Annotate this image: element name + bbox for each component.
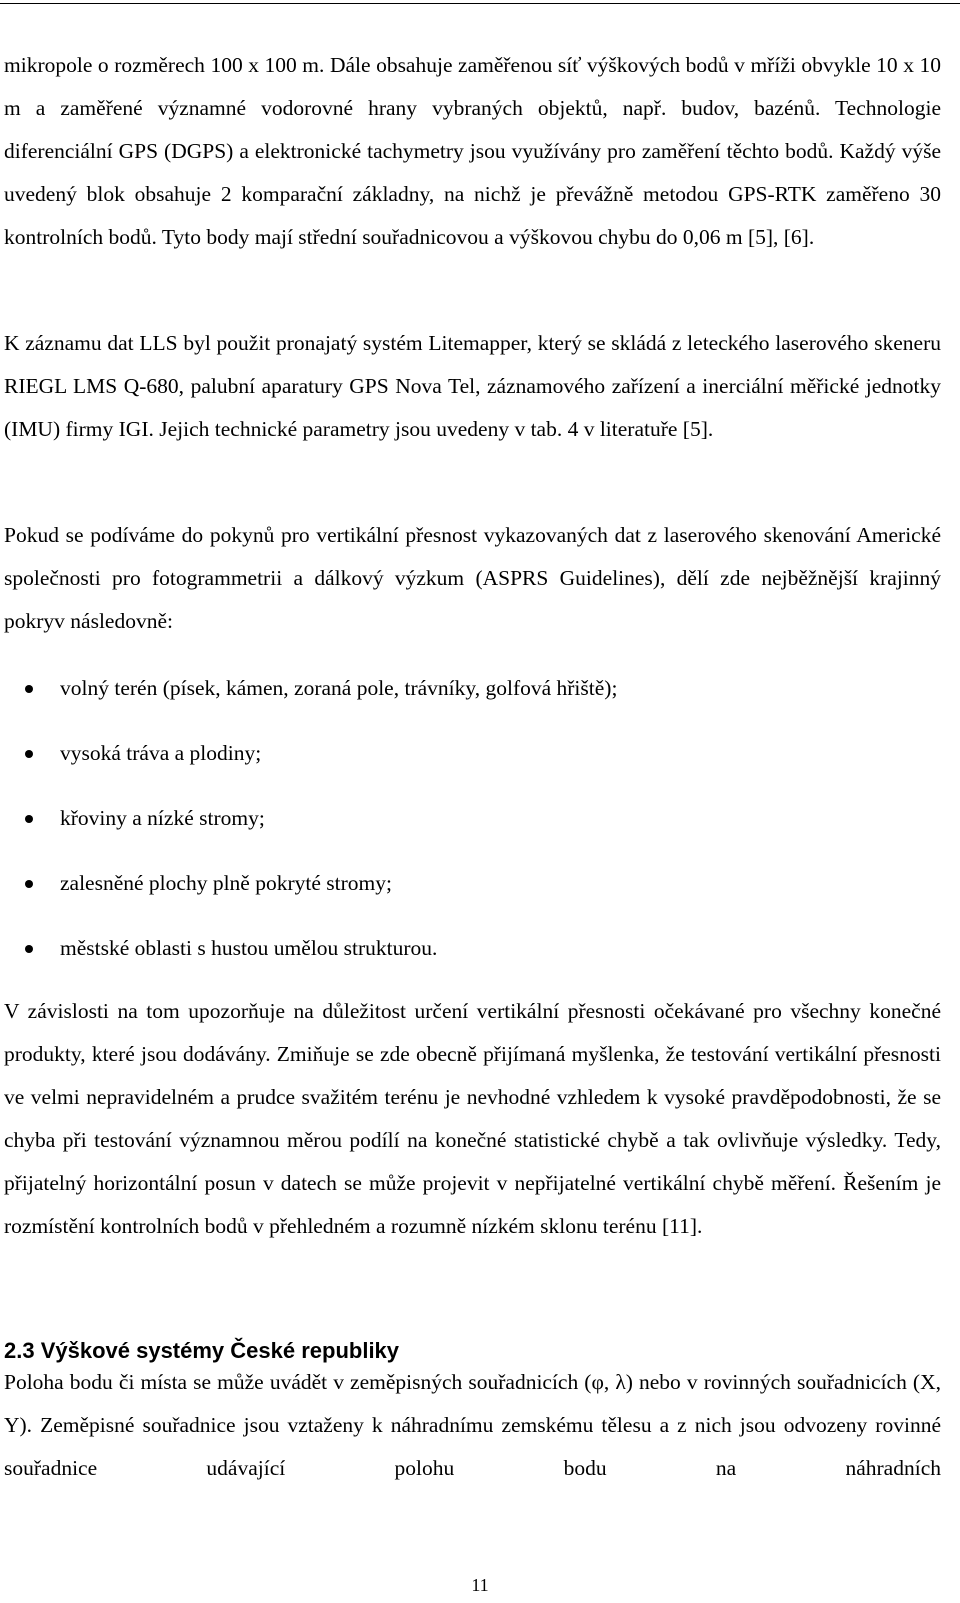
- bullet-icon: [25, 685, 33, 693]
- bullet-icon: [25, 880, 33, 888]
- header-rule: [0, 3, 960, 4]
- bullet-icon: [25, 945, 33, 953]
- paragraph-coordinates: Poloha bodu či místa se může uvádět v zeměpisných souřadnicích (φ, λ) nebo v rovinných souřadnicích (X, Y). Zeměpisné souřadnice jsou vztaženy k náhradnímu zemskému tělesu a z nich jsou odvozeny rovinné souřadnice udávající polohu bodu na náhradních: [4, 1370, 941, 1480]
- paragraph-asprs-guidelines: Pokud se podíváme do pokynů pro vertikální přesnost vykazovaných dat z laserového skenování Americké společnosti pro fotogrammetrii a dálkový výzkum (ASPRS Guidelines), dělí zde nejběžnější krajinný pokryv následovně:: [4, 523, 941, 633]
- list-item: [0, 933, 900, 963]
- list-item-text: křoviny a nízké stromy;: [60, 806, 265, 830]
- list-item-text: volný terén (písek, kámen, zoraná pole, trávníky, golfová hřiště);: [60, 676, 618, 700]
- list-item-text: městské oblasti s hustou umělou strukturou.: [60, 936, 438, 960]
- paragraph-lls-system: K záznamu dat LLS byl použit pronajatý systém Litemapper, který se skládá z leteckého laserového skeneru RIEGL LMS Q-680, palubní aparatury GPS Nova Tel, záznamového zařízení a inerciální měřické jednotky (IMU) firmy IGI. Jejich technické parametry jsou uvedeny v tab. 4 v literatuře [5].: [4, 331, 941, 441]
- list-item-text: vysoká tráva a plodiny;: [60, 741, 262, 765]
- list-item: [0, 738, 900, 768]
- list-item: [0, 803, 900, 833]
- bullet-icon: [25, 815, 33, 823]
- paragraph-vertical-accuracy: V závislosti na tom upozorňuje na důležitost určení vertikální přesnosti očekávané pro všechny konečné produkty, které jsou dodávány. Zmiňuje se zde obecně přijímaná myšlenka, že testování vertikální přesnosti ve velmi nepravidelném a prudce svažitém terénu je nevhodné vzhledem k vysoké pravděpodobnosti, že se chyba při testování významnou měrou podílí na konečné statistické chybě a tak ovlivňuje výsledky. Tedy, přijatelný horizontální posun v datech se může projevit v nepřijatelné vertikální chybě měření. Řešením je rozmístění kontrolních bodů v přehledném a rozumně nízkém sklonu terénu [11].: [4, 999, 941, 1238]
- list-item-text: zalesněné plochy plně pokryté stromy;: [60, 871, 392, 895]
- list-item: [0, 673, 900, 703]
- section-heading: 2.3 Výškové systémy České republiky: [4, 1338, 400, 1364]
- bullet-icon: [25, 750, 33, 758]
- paragraph-litemapper-blocks: mikropole o rozměrech 100 x 100 m. Dále obsahuje zaměřenou síť výškových bodů v mříži obvykle 10 x 10 m a zaměřené významné vodorovné hrany vybraných objektů, např. budov, bazénů. Technologie diferenciální GPS (DGPS) a elektronické tachymetry jsou využívány pro zaměření těchto bodů. Každý výše uvedený blok obsahuje 2 komparační základny, na nichž je převážně metodou GPS-RTK zaměřeno 30 kontrolních bodů. Tyto body mají střední souřadnicovou a výškovou chybu do 0,06 m [5], [6].: [4, 53, 941, 249]
- list-item: [0, 868, 900, 898]
- page-number: 11: [471, 1575, 489, 1595]
